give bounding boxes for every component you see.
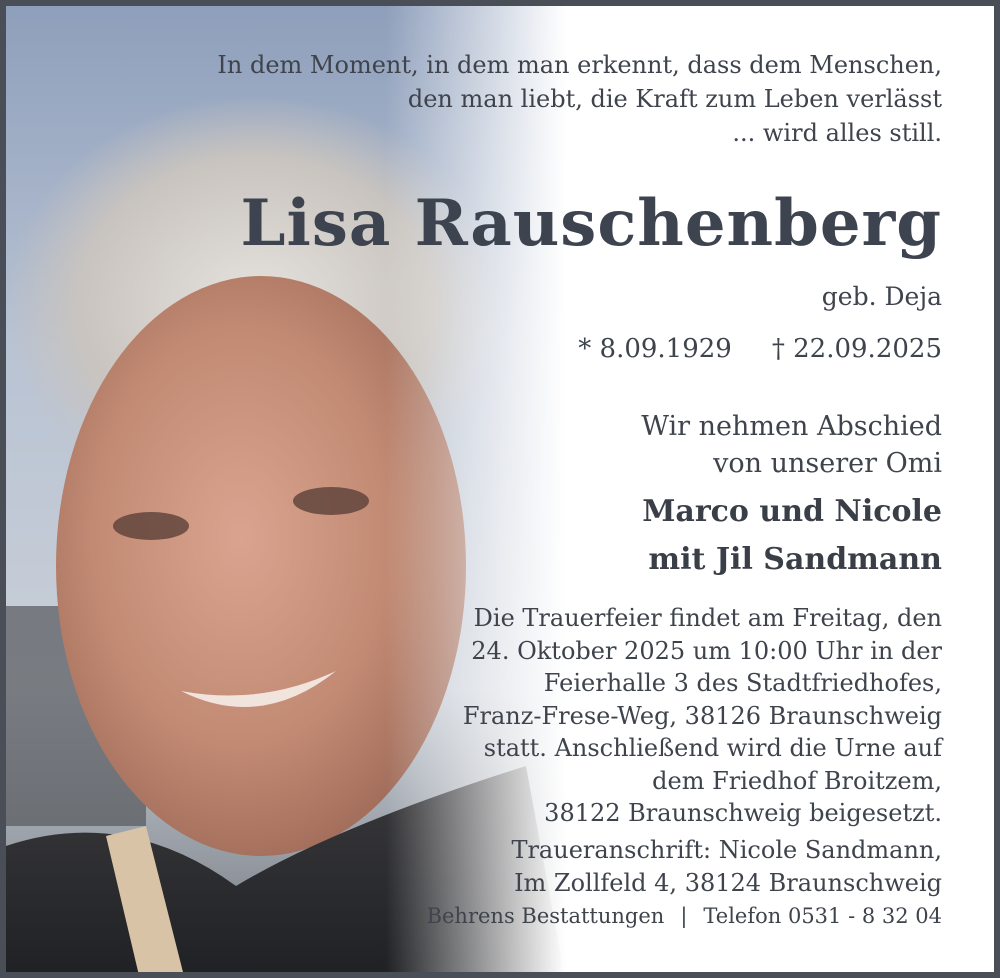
- farewell-text: [641, 408, 942, 482]
- ceremony-line: statt. Anschließend wird die Urne auf: [483, 734, 942, 762]
- quote-line-2: den man liebt, die Kraft zum Leben verlässt: [407, 85, 942, 113]
- mourners-line-1: Marco und Nicole: [642, 494, 942, 529]
- deceased-name: Lisa Rauschenberg: [240, 186, 942, 261]
- ceremony-line: dem Friedhof Broitzem,: [652, 766, 942, 795]
- funeral-home-phone: Telefon 0531 - 8 32 04: [703, 904, 942, 928]
- quote-line-1: In dem Moment, in dem man erkennt, dass dem Menschen,: [217, 51, 942, 79]
- quote: [217, 48, 942, 150]
- maiden-name: geb. Deja: [821, 282, 942, 311]
- mourners: [642, 488, 942, 584]
- life-dates: [578, 334, 942, 364]
- ceremony-line: Die Trauerfeier findet am Freitag, den: [473, 604, 942, 632]
- funeral-home-name: Behrens Bestattungen: [426, 904, 665, 928]
- funeral-home-footer: [427, 904, 942, 928]
- ceremony-line: Feierhalle 3 des Stadtfriedhofes,: [543, 669, 942, 697]
- farewell-line-1: Wir nehmen Abschied: [641, 411, 942, 442]
- address-line-1: Traueranschrift: Nicole Sandmann,: [511, 836, 942, 864]
- address-line-2: Im Zollfeld 4, 38124 Braunschweig: [514, 869, 942, 897]
- footer-separator: |: [680, 904, 688, 928]
- mourners-line-2: mit Jil Sandmann: [648, 542, 942, 577]
- ceremony-line: Franz-Frese-Weg, 38126 Braunschweig: [462, 701, 942, 730]
- death-date: † 22.09.2025: [771, 334, 942, 364]
- farewell-line-2: von unserer Omi: [713, 448, 942, 479]
- mourning-address: [511, 834, 942, 900]
- birth-date: * 8.09.1929: [578, 334, 732, 364]
- ceremony-details: [463, 602, 942, 830]
- quote-line-3: ... wird alles still.: [732, 119, 942, 147]
- ceremony-line: 24. Oktober 2025 um 10:00 Uhr in der: [471, 636, 942, 665]
- ceremony-line: 38122 Braunschweig beigesetzt.: [544, 799, 942, 827]
